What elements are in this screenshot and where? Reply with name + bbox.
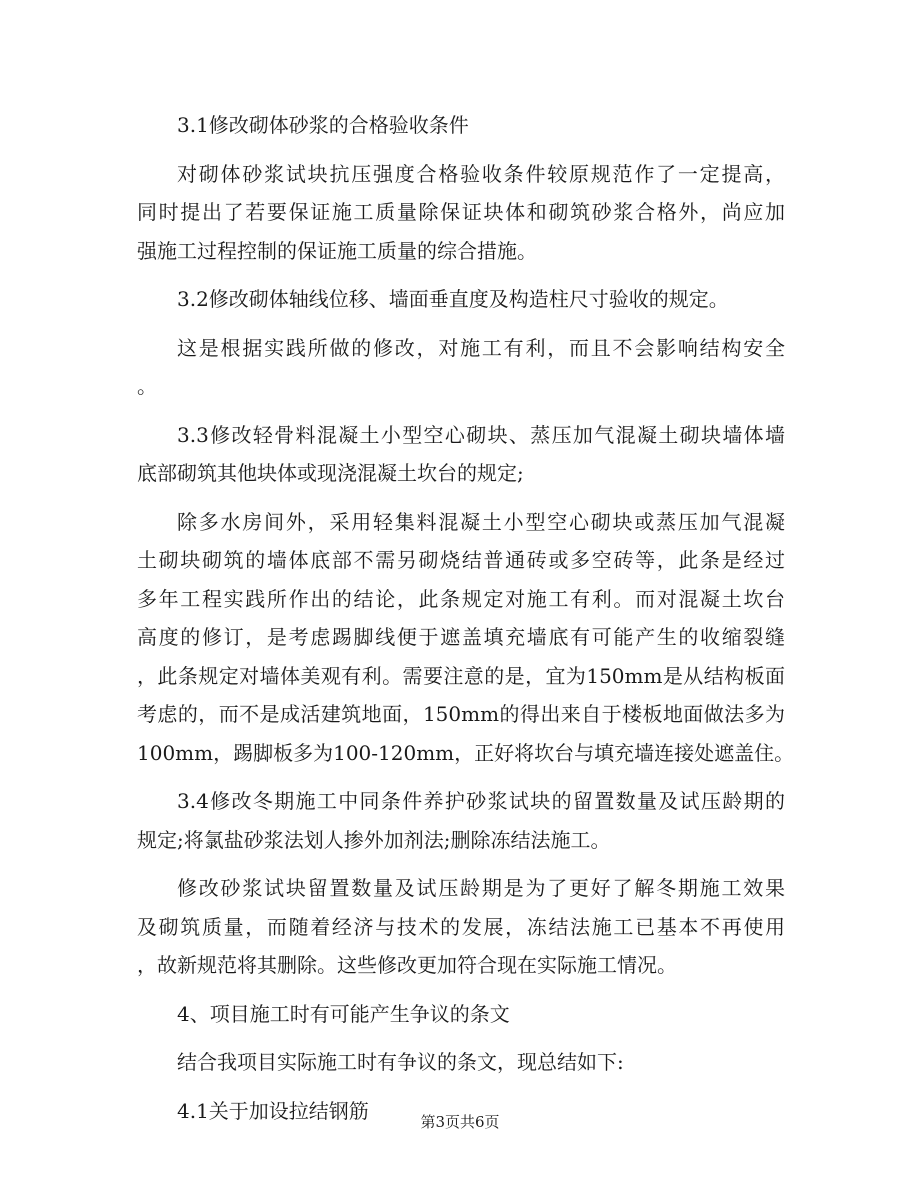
document-body xyxy=(137,106,795,1130)
section-heading-3-2: 3.2修改砌体轴线位移、墙面垂直度及构造柱尺寸验收的规定。 xyxy=(177,287,729,311)
paragraph-line: 100mm，踢脚板多为100-120mm，正好将坎台与填充墙连接处遮盖住。 xyxy=(137,740,795,765)
paragraph-line: 除多水房间外，采用轻集料混凝土小型空心砌块或蒸压加气混凝 xyxy=(177,509,785,534)
paragraph-line: 这是根据实践所做的修改，对施工有利，而且不会影响结构安全 xyxy=(177,335,785,360)
page-number-footer: 第3页共6页 xyxy=(420,1113,500,1131)
section-heading-3-1: 3.1修改砌体砂浆的合格验收条件 xyxy=(177,113,469,137)
section-heading-3-3-cont: 底部砌筑其他块体或现浇混凝土坎台的规定; xyxy=(137,461,524,485)
paragraph-line: 结合我项目实际施工时有争议的条文，现总结如下: xyxy=(177,1050,624,1074)
section-heading-3-3: 3.3修改轻骨料混凝土小型空心砌块、蒸压加气混凝土砌块墙体墙 xyxy=(177,422,785,447)
paragraph-line: 多年工程实践所作出的结论，此条规定对施工有利。而对混凝土坎台 xyxy=(137,586,785,611)
paragraph-line: 及砌筑质量，而随着经济与技术的发展，冻结法施工已基本不再使用 xyxy=(137,914,785,939)
section-heading-4: 4、项目施工时有可能产生争议的条文 xyxy=(177,1001,510,1026)
paragraph-line: 对砌体砂浆试块抗压强度合格验收条件较原规范作了一定提高， xyxy=(177,161,785,186)
paragraph-line: 强施工过程控制的保证施工质量的综合措施。 xyxy=(137,238,537,263)
section-heading-3-4: 3.4修改冬期施工中同条件养护砂浆试块的留置数量及试压龄期的 xyxy=(177,789,785,813)
paragraph-line: 高度的修订，是考虑踢脚线便于遮盖填充墙底有可能产生的收缩裂缝 xyxy=(137,625,785,649)
paragraph-line: 考虑的，而不是成活建筑地面，150mm的得出来自于楼板地面做法多为 xyxy=(137,702,785,726)
paragraph-line: ，此条规定对墙体美观有利。需要注意的是，宜为150mm是从结构板面 xyxy=(137,663,785,688)
section-heading-4-1: 4.1关于加设拉结钢筋 xyxy=(177,1098,369,1123)
paragraph-line: 同时提出了若要保证施工质量除保证块体和砌筑砂浆合格外，尚应加 xyxy=(137,200,785,224)
paragraph-line: ，故新规范将其删除。这些修改更加符合现在实际施工情况。 xyxy=(137,953,677,977)
paragraph-line: 。 xyxy=(137,374,157,398)
paragraph-line: 修改砂浆试块留置数量及试压龄期是为了更好了解冬期施工效果 xyxy=(177,876,785,900)
section-heading-3-4-cont: 规定;将氯盐砂浆法划人掺外加剂法;删除冻结法施工。 xyxy=(137,827,611,852)
paragraph-line: 土砌块砌筑的墙体底部不需另砌烧结普通砖或多空砖等，此条是经过 xyxy=(137,548,785,572)
